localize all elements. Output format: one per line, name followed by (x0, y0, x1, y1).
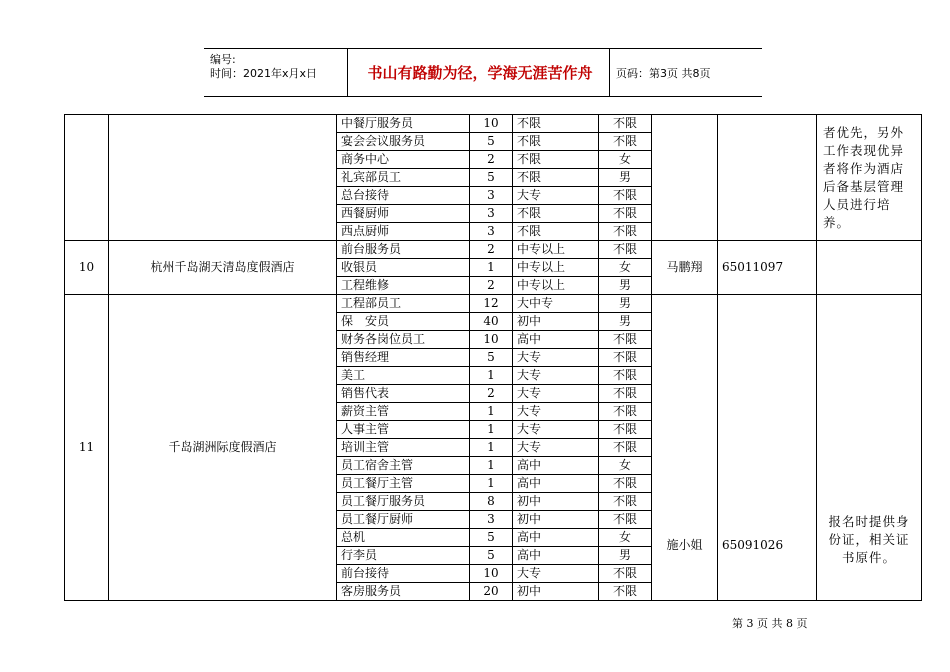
gender-cell: 女 (599, 457, 652, 475)
education-cell: 中专以上 (513, 241, 599, 259)
count-cell: 10 (470, 331, 513, 349)
education-cell: 大专 (513, 403, 599, 421)
gender-cell: 不限 (599, 493, 652, 511)
group-prev-no-cell (65, 115, 109, 241)
header-divider-left (347, 48, 348, 96)
group-number-cell: 11 (65, 295, 109, 601)
education-cell: 高中 (513, 529, 599, 547)
position-cell: 总机 (337, 529, 470, 547)
education-cell: 高中 (513, 475, 599, 493)
position-cell: 美工 (337, 367, 470, 385)
count-cell: 5 (470, 349, 513, 367)
header-motto: 书山有路勤为径，学海无涯苦作舟 (367, 64, 593, 82)
gender-cell: 不限 (599, 223, 652, 241)
position-cell: 礼宾部员工 (337, 169, 470, 187)
education-cell: 初中 (513, 583, 599, 601)
count-cell: 5 (470, 169, 513, 187)
gender-cell: 男 (599, 295, 652, 313)
remark-cell: 报名时提供身份证，相关证书原件。 (817, 295, 922, 601)
education-cell: 高中 (513, 331, 599, 349)
gender-cell: 男 (599, 277, 652, 295)
gender-cell: 男 (599, 313, 652, 331)
gender-cell: 不限 (599, 205, 652, 223)
count-cell: 8 (470, 493, 513, 511)
position-cell: 前台接待 (337, 565, 470, 583)
count-cell: 3 (470, 205, 513, 223)
count-cell: 5 (470, 133, 513, 151)
position-cell: 商务中心 (337, 151, 470, 169)
count-cell: 1 (470, 439, 513, 457)
education-cell: 大专 (513, 349, 599, 367)
count-cell: 2 (470, 151, 513, 169)
count-cell: 1 (470, 403, 513, 421)
table-row (65, 295, 922, 313)
count-cell: 2 (470, 385, 513, 403)
position-cell: 客房服务员 (337, 583, 470, 601)
education-cell: 初中 (513, 511, 599, 529)
count-cell: 1 (470, 475, 513, 493)
education-cell: 大专 (513, 439, 599, 457)
education-cell: 大专 (513, 385, 599, 403)
education-cell: 高中 (513, 457, 599, 475)
count-cell: 3 (470, 187, 513, 205)
hotel-name-cell: 千岛湖洲际度假酒店 (109, 295, 337, 601)
gender-cell: 男 (599, 169, 652, 187)
gender-cell: 女 (599, 151, 652, 169)
gender-cell: 女 (599, 529, 652, 547)
gender-cell: 不限 (599, 475, 652, 493)
count-cell: 3 (470, 223, 513, 241)
position-cell: 员工餐厅服务员 (337, 493, 470, 511)
gender-cell: 不限 (599, 367, 652, 385)
position-cell: 收银员 (337, 259, 470, 277)
contact-person-cell: 马鹏翔 (652, 241, 718, 295)
education-cell: 不限 (513, 169, 599, 187)
education-cell: 大专 (513, 421, 599, 439)
phone-cell: 65011097 (718, 241, 817, 295)
doc-number-label: 编号: (210, 53, 236, 66)
education-cell: 大专 (513, 367, 599, 385)
education-cell: 大专 (513, 565, 599, 583)
position-cell: 行李员 (337, 547, 470, 565)
group-prev-phone-cell (718, 115, 817, 241)
hotel-name-cell: 杭州千岛湖天清岛度假酒店 (109, 241, 337, 295)
position-cell: 西餐厨师 (337, 205, 470, 223)
position-cell: 员工餐厅厨师 (337, 511, 470, 529)
count-cell: 3 (470, 511, 513, 529)
count-cell: 20 (470, 583, 513, 601)
position-cell: 前台服务员 (337, 241, 470, 259)
gender-cell: 不限 (599, 385, 652, 403)
count-cell: 1 (470, 457, 513, 475)
gender-cell: 不限 (599, 439, 652, 457)
doc-time-label: 时间：2021年x月x日 (210, 67, 318, 80)
gender-cell: 不限 (599, 349, 652, 367)
header-top-rule (204, 48, 762, 49)
count-cell: 5 (470, 547, 513, 565)
gender-cell: 女 (599, 259, 652, 277)
table-row (65, 115, 922, 133)
header-bottom-rule (204, 96, 762, 97)
education-cell: 不限 (513, 133, 599, 151)
group-number-cell: 10 (65, 241, 109, 295)
position-cell: 培训主管 (337, 439, 470, 457)
education-cell: 中专以上 (513, 277, 599, 295)
remark-cell (817, 241, 922, 295)
count-cell: 1 (470, 367, 513, 385)
position-cell: 人事主管 (337, 421, 470, 439)
gender-cell: 男 (599, 547, 652, 565)
count-cell: 10 (470, 115, 513, 133)
count-cell: 1 (470, 259, 513, 277)
position-cell: 薪资主管 (337, 403, 470, 421)
phone-cell: 65091026 (718, 295, 817, 601)
education-cell: 初中 (513, 313, 599, 331)
gender-cell: 不限 (599, 421, 652, 439)
count-cell: 40 (470, 313, 513, 331)
gender-cell: 不限 (599, 115, 652, 133)
position-cell: 员工宿舍主管 (337, 457, 470, 475)
group-prev-contact-cell (652, 115, 718, 241)
page-footer: 第 3 页 共 8 页 (732, 617, 808, 630)
count-cell: 10 (470, 565, 513, 583)
education-cell: 大中专 (513, 295, 599, 313)
education-cell: 不限 (513, 223, 599, 241)
count-cell: 2 (470, 241, 513, 259)
position-cell: 工程维修 (337, 277, 470, 295)
gender-cell: 不限 (599, 583, 652, 601)
position-cell: 销售代表 (337, 385, 470, 403)
education-cell: 中专以上 (513, 259, 599, 277)
gender-cell: 不限 (599, 241, 652, 259)
position-cell: 保 安员 (337, 313, 470, 331)
recruitment-table (64, 114, 922, 601)
education-cell: 高中 (513, 547, 599, 565)
position-cell: 宴会会议服务员 (337, 133, 470, 151)
position-cell: 财务各岗位员工 (337, 331, 470, 349)
page-number-label: 页码：第3页 共8页 (616, 67, 711, 80)
count-cell: 1 (470, 421, 513, 439)
gender-cell: 不限 (599, 133, 652, 151)
education-cell: 大专 (513, 187, 599, 205)
contact-person-cell: 施小姐 (652, 295, 718, 601)
group-prev-remark: 者优先，另外工作表现优异者将作为酒店后备基层管理人员进行培养。 (817, 115, 922, 241)
count-cell: 2 (470, 277, 513, 295)
table-row (65, 241, 922, 259)
gender-cell: 不限 (599, 187, 652, 205)
position-cell: 工程部员工 (337, 295, 470, 313)
position-cell: 员工餐厅主管 (337, 475, 470, 493)
group-prev-name-cell (109, 115, 337, 241)
count-cell: 12 (470, 295, 513, 313)
education-cell: 不限 (513, 115, 599, 133)
position-cell: 销售经理 (337, 349, 470, 367)
gender-cell: 不限 (599, 403, 652, 421)
gender-cell: 不限 (599, 331, 652, 349)
gender-cell: 不限 (599, 565, 652, 583)
education-cell: 不限 (513, 151, 599, 169)
position-cell: 中餐厅服务员 (337, 115, 470, 133)
gender-cell: 不限 (599, 511, 652, 529)
education-cell: 不限 (513, 205, 599, 223)
education-cell: 初中 (513, 493, 599, 511)
position-cell: 西点厨师 (337, 223, 470, 241)
count-cell: 5 (470, 529, 513, 547)
position-cell: 总台接待 (337, 187, 470, 205)
